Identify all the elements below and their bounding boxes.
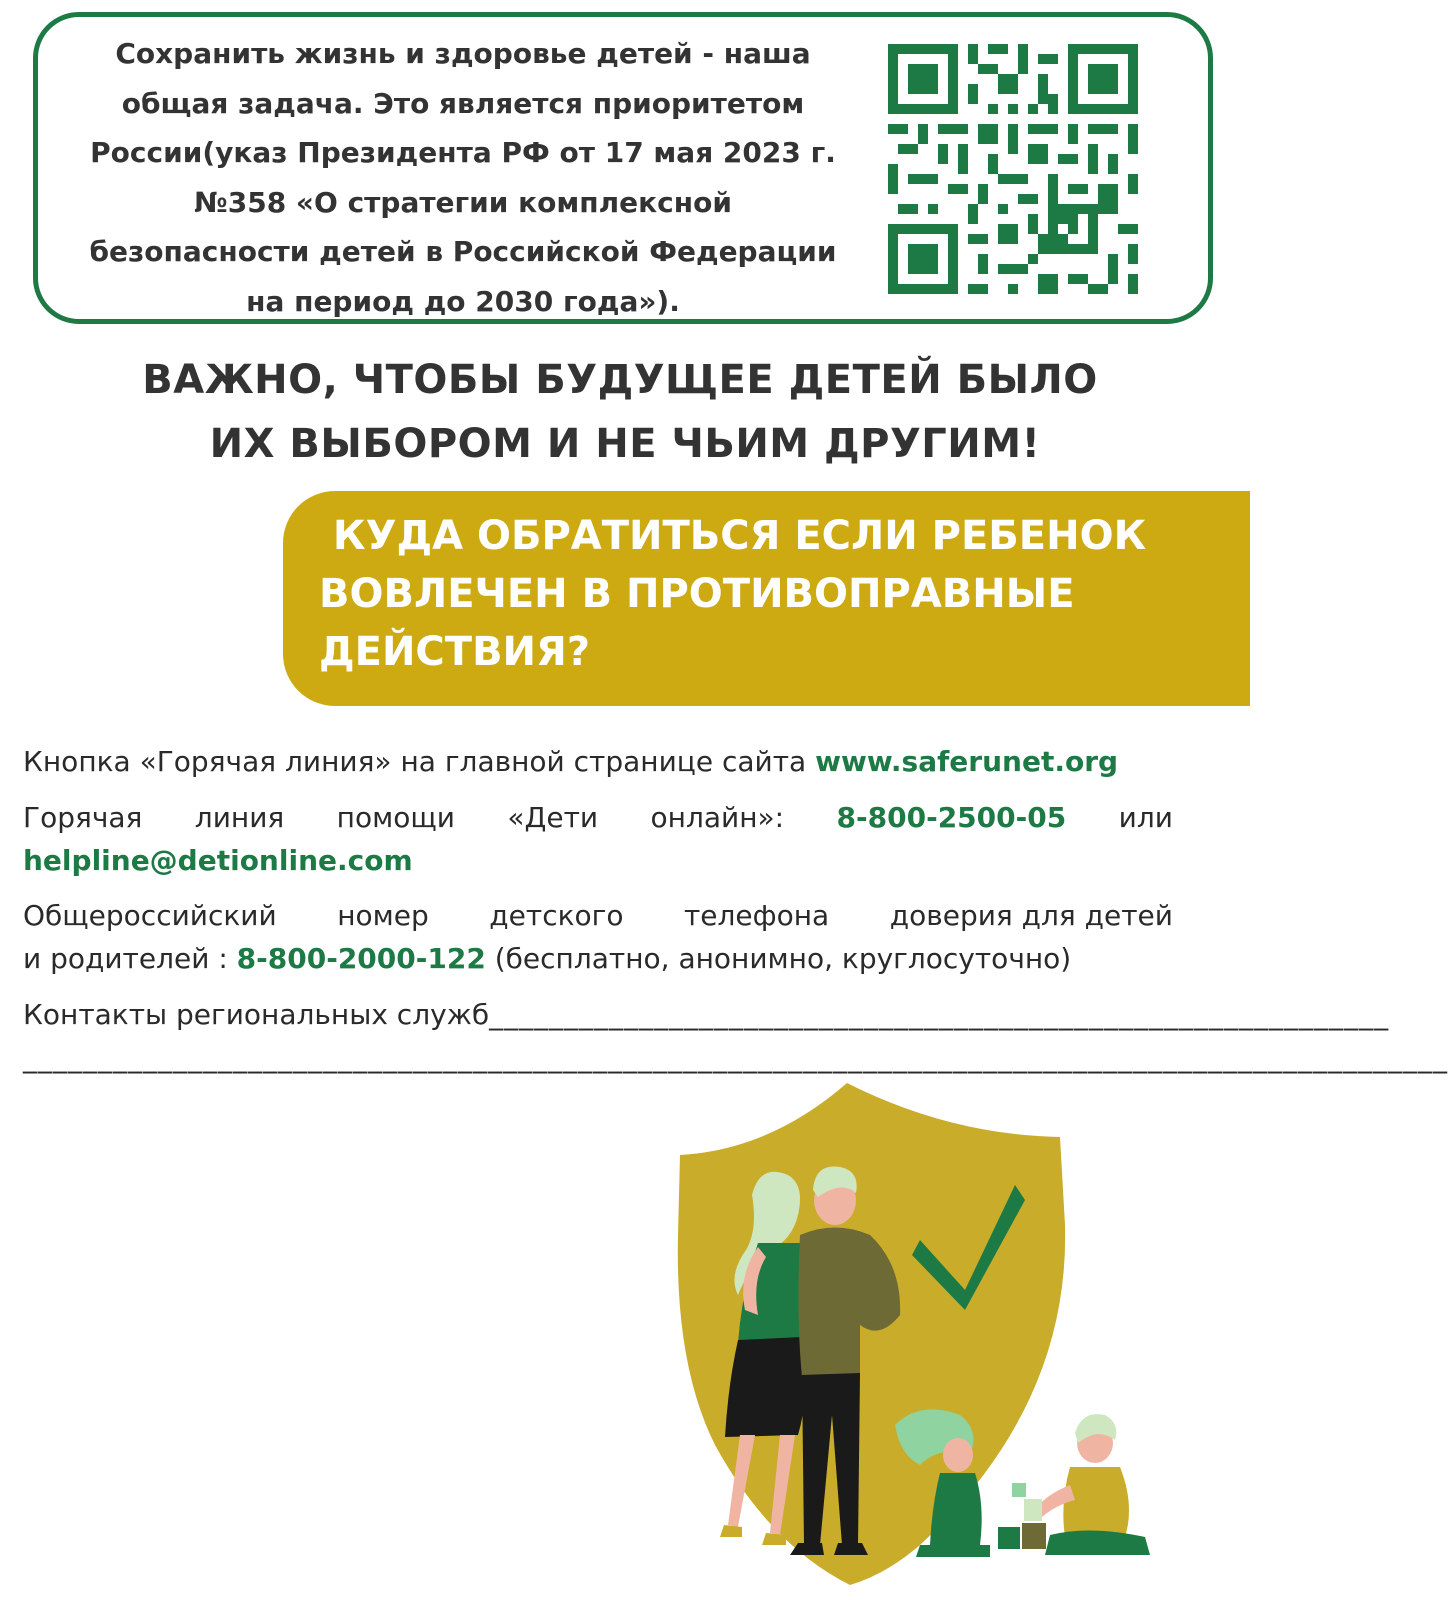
word: детского (489, 899, 624, 932)
boy-legs (1045, 1530, 1150, 1555)
regional-contacts (23, 993, 1448, 1079)
family-shield-illustration (620, 1075, 1180, 1595)
detionline-phone-link[interactable]: 8-800-2500-05 (836, 801, 1067, 834)
toy-block (1022, 1523, 1046, 1549)
banner-line: ДЕЙСТВИЯ? (319, 629, 591, 675)
headline-line: ИХ ВЫБОРОМ И НЕ ЧЬИМ ДРУГИМ! (209, 421, 1041, 467)
strategy-text (58, 29, 868, 326)
info-box (33, 12, 1213, 324)
word: или (1118, 801, 1173, 834)
helpline-email-link[interactable]: helpline@detionline.com (23, 844, 413, 877)
girl-head (943, 1438, 973, 1472)
where-to-turn-banner (283, 491, 1250, 706)
word: «Дети (507, 801, 599, 834)
word: Общероссийский (23, 899, 277, 932)
paragraph-text: и родителей : (23, 942, 237, 975)
strategy-line: Сохранить жизнь и здоровье детей - наша (115, 37, 811, 70)
banner-title (319, 507, 1146, 681)
headline-line: ВАЖНО, ЧТОБЫ БУДУЩЕЕ ДЕТЕЙ БЫЛО (142, 357, 1098, 403)
woman-skirt (725, 1337, 805, 1437)
word: помощи (336, 801, 455, 834)
detionline-paragraph (23, 796, 1173, 882)
trust-phone-link[interactable]: 8-800-2000-122 (236, 942, 486, 975)
girl-dress (930, 1473, 982, 1545)
strategy-line: безопасности детей в Российской Федерации (89, 235, 837, 268)
hotline-button-paragraph (23, 740, 1173, 783)
word: Горячая (23, 801, 143, 834)
saferunet-link[interactable]: www.saferunet.org (815, 745, 1119, 778)
strategy-line: общая задача. Это является приоритетом (121, 86, 805, 120)
toy-block (998, 1527, 1020, 1549)
word: телефона (684, 899, 830, 932)
blank-line[interactable]: _______________________________________________________________________________________________ (23, 1041, 1448, 1074)
banner-line: ВОВЛЕЧЕН В ПРОТИВОПРАВНЫЕ (319, 571, 1075, 617)
word: доверия для детей (889, 899, 1173, 932)
qr-code-icon[interactable] (888, 44, 1138, 294)
paragraph-text: Кнопка «Горячая линия» на главной странице сайта (23, 745, 816, 778)
regional-contacts-label: Контакты региональных служб (23, 998, 490, 1031)
toy-block (1024, 1499, 1042, 1521)
strategy-line: России(указ Президента РФ от 17 мая 2023 г. (90, 136, 836, 169)
toy-block (1012, 1483, 1026, 1497)
word: номер (337, 899, 429, 932)
word: онлайн»: (650, 801, 785, 834)
strategy-line: №358 «О стратегии комплексной (194, 185, 732, 219)
blank-line[interactable]: ____________________________________________________________ (489, 998, 1390, 1031)
girl-legs (916, 1545, 990, 1557)
paragraph-text: (бесплатно, анонимно, круглосуточно) (485, 942, 1072, 975)
strategy-line: на период до 2030 года»). (246, 284, 680, 318)
boy-shirt (1063, 1467, 1129, 1537)
main-headline (0, 348, 1250, 476)
banner-line: КУДА ОБРАТИТЬСЯ ЕСЛИ РЕБЕНОК (319, 513, 1147, 559)
word: линия (194, 801, 285, 834)
trust-phone-paragraph (23, 894, 1173, 980)
